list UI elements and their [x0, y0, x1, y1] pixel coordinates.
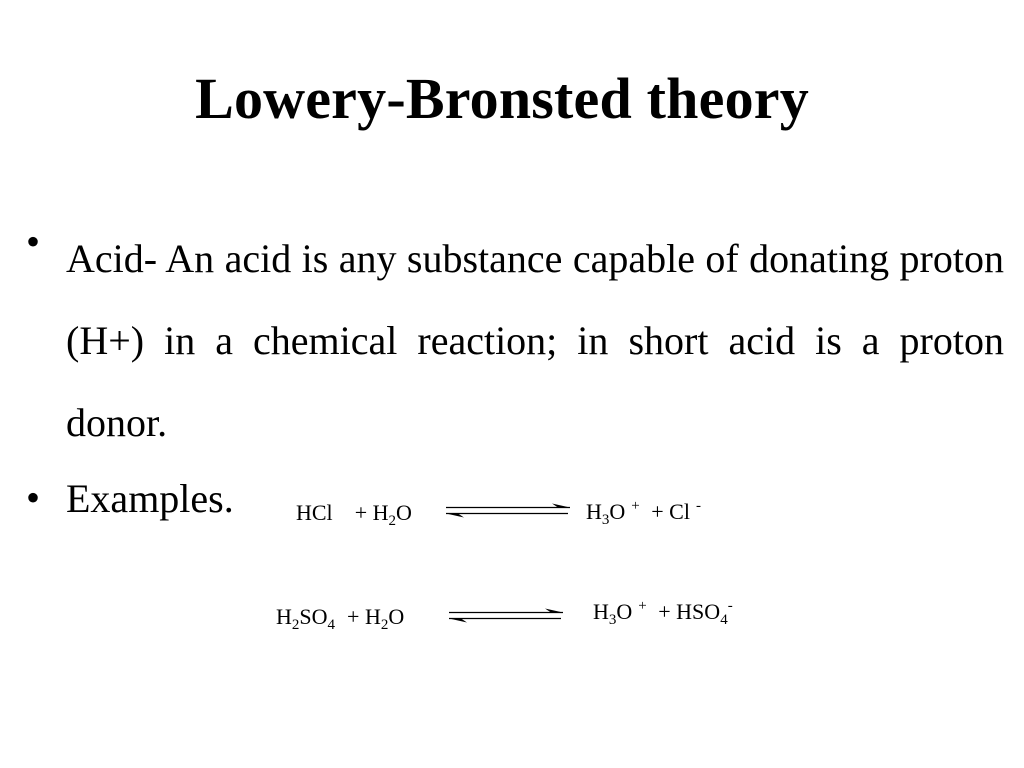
reactant-hcl: HCl	[296, 500, 333, 525]
product-chloride: Cl -	[669, 498, 701, 524]
equation-1-reactants	[296, 500, 412, 529]
slide-title: Lowery-Bronsted theory	[195, 66, 809, 131]
product-hydronium: $H_3O$ +	[586, 498, 640, 528]
equation-2-reactants	[276, 604, 405, 633]
bullet-marker: •	[26, 219, 41, 264]
plus-sign: +	[658, 599, 671, 624]
equation-2-products	[593, 598, 733, 628]
plus-sign: +	[347, 604, 360, 629]
product-hydronium: $H_3O$ +	[593, 598, 647, 628]
equilibrium-arrow-icon	[443, 604, 567, 626]
bullet-marker: •	[26, 475, 41, 520]
reactant-sulfuric-acid: $H_2SO_4$	[276, 604, 336, 633]
reactant-water: $H_2O$	[364, 604, 405, 633]
acid-definition-text: Acid- An acid is any substance capable of donating proton (H+) in a chemical reaction; in short acid is a proton donor.	[66, 236, 1004, 445]
examples-heading: Examples.	[66, 476, 234, 521]
equation-1-products	[586, 498, 701, 528]
product-bisulfate: $HSO_4^-$	[676, 598, 733, 628]
plus-sign: +	[354, 500, 368, 525]
equilibrium-arrow-icon	[440, 500, 574, 522]
plus-sign: +	[651, 499, 664, 524]
reactant-water: $H_2O$	[372, 500, 412, 529]
